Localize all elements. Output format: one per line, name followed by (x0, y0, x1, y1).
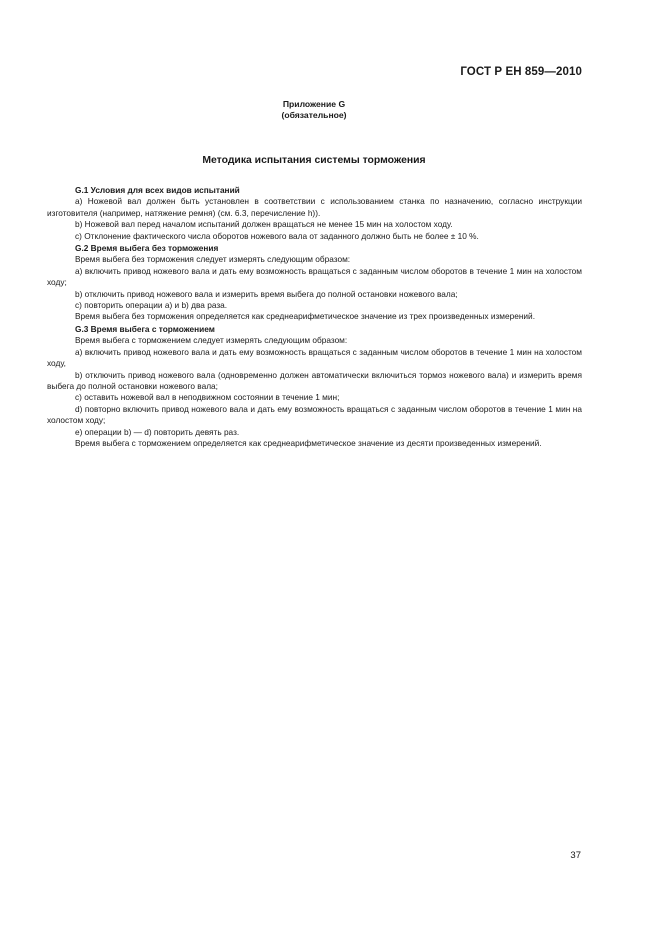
standard-number: ГОСТ Р ЕН 859—2010 (460, 66, 582, 78)
paragraph-g3-a: а) включить привод ножевого вала и дать ему возможность вращаться с заданным числом оборотов в течение 1 мин на холостом ходу, (47, 346, 582, 369)
paragraph-g1-a: а) Ножевой вал должен быть установлен в соответствии с использованием станка по назначению, согласно инструкции изготовителя (например, натяжение ремня) (см. 6.3, перечисление h)). (47, 196, 582, 218)
annex-status: (обязательное) (281, 110, 347, 120)
paragraph-g3-intro: Время выбега с торможением следует измерять следующим образом: (75, 335, 348, 346)
section-heading-g3: G.3 Время выбега с торможением (75, 323, 215, 334)
paragraph-g3-c: с) оставить ножевой вал в неподвижном состоянии в течение 1 мин; (75, 392, 340, 403)
section-heading-g2: G.2 Время выбега без торможения (75, 243, 219, 254)
paragraph-g1-b: b) Ножевой вал перед началом испытаний должен вращаться не менее 15 мин на холостом ходу. (75, 219, 453, 230)
page-number: 37 (570, 850, 581, 861)
paragraph-g2-intro: Время выбега без торможения следует измерять следующим образом: (75, 254, 351, 265)
paragraph-g3-b: b) отключить привод ножевого вала (одновременно должен автоматически включиться тормоз ножевого вала) и измерить время выбега до полной остановки ножевого вала; (47, 369, 582, 391)
paragraph-g1-c: с) Отклонение фактического числа оборотов ножевого вала от заданного должно быть не более ± 10 %. (75, 230, 479, 241)
paragraph-g3-e: е) операции b) — d) повторить девять раз. (75, 426, 240, 437)
paragraph-g3-d: d) повторно включить привод ножевого вала и дать ему возможность вращаться с заданным числом оборотов в течение 1 мин на холостом ходу; (47, 403, 582, 426)
section-heading-g1: G.1 Условия для всех видов испытаний (75, 185, 240, 195)
paragraph-g2-b: b) отключить привод ножевого вала и измерить время выбега до полной остановки ножевого вала; (75, 288, 458, 299)
paragraph-g2-c: с) повторить операции а) и b) два раза. (75, 300, 228, 311)
annex-heading (0, 99, 628, 121)
paragraph-g3-conclusion: Время выбега с торможением определяется как среднеарифметическое значение из десяти произведенных измерений. (75, 437, 542, 448)
document-body (47, 184, 582, 449)
paragraph-g2-a: а) включить привод ножевого вала и дать ему возможность вращаться с заданным числом оборотов в течение 1 мин на холостом ходу; (47, 265, 582, 288)
page-title: Методика испытания системы торможения (202, 155, 426, 166)
paragraph-g2-conclusion: Время выбега без торможения определяется как среднеарифметическое значение из трех произведенных измерений. (75, 311, 535, 322)
annex-label: Приложение G (282, 99, 346, 109)
